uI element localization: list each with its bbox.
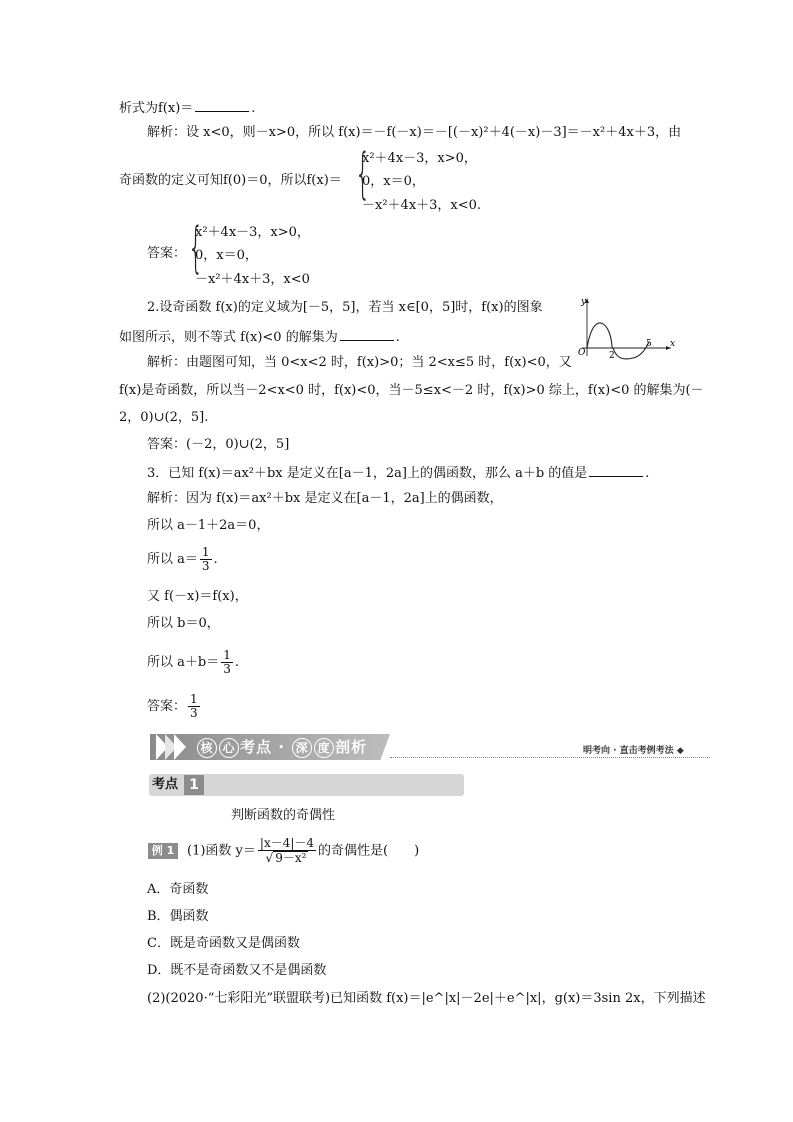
solution1-case3: －x²＋4x＋3，x<0. [362, 198, 482, 213]
example-stem [187, 837, 419, 866]
section-rule [390, 757, 710, 758]
question2-line1: 2.设奇函数 f(x)的定义域为[－5，5]，若当 x∈[0，5]时，f(x)的图象 [147, 300, 543, 315]
answer2: 答案：(－2，0)∪(2，5] [147, 437, 290, 452]
tick-2: 2 [609, 351, 615, 360]
question2-line2-text: 如图所示，则不等式 f(x)<0 的解集为 [119, 330, 338, 345]
fraction-numerator: |x－4|－4 [259, 836, 315, 850]
title-char: 度 [314, 738, 334, 758]
fraction-denominator: 3 [223, 662, 231, 676]
diamond-icon: ◆ [676, 746, 684, 756]
solution3-line6-text: 所以 a＋b＝ [147, 655, 220, 670]
solution2-line1: 解析：由题图可知，当 0<x<2 时，f(x)>0；当 2<x≤5 时，f(x)<0，又 [147, 355, 572, 370]
answer1-case3: －x²＋4x＋3，x<0 [195, 272, 310, 287]
solution3-line6 [147, 649, 239, 676]
origin-label: O [578, 348, 586, 358]
solution3-line5: 所以 b＝0， [147, 616, 220, 631]
fraction-denominator: 3 [190, 706, 198, 720]
fraction-one-third [221, 649, 233, 676]
question3-end: . [645, 466, 650, 481]
solution1-line2: 奇函数的定义可知f(0)＝0，所以f(x)＝ [119, 173, 342, 188]
title-text: 考点 · [240, 738, 292, 756]
topic-number: 1 [184, 775, 204, 795]
option-d: D．既不是奇函数又不是偶函数 [147, 963, 327, 978]
topic-title: 判断函数的奇偶性 [231, 808, 336, 823]
option-b: B．偶函数 [147, 909, 209, 924]
fraction-one-third [200, 546, 212, 573]
fraction-numerator: 1 [190, 692, 198, 706]
solution1-line1: 解析：设 x<0，则－x>0，所以 f(x)＝－f(－x)＝－[(－x)²＋4(－x)－3]＝－x²＋4x＋3，由 [147, 125, 682, 140]
solution3-line4: 又 f(－x)＝f(x)， [147, 589, 248, 604]
solution3-line3 [147, 546, 218, 573]
question1-end: . [251, 101, 256, 116]
solution3-line3-text: 所以 a＝ [147, 552, 198, 567]
question1-tail [119, 99, 255, 117]
question3-line1 [147, 464, 649, 482]
answer3-fraction [188, 693, 200, 720]
answer1-case2: 0，x＝0， [195, 248, 258, 263]
question3-text: 3．已知 f(x)＝ax²＋bx 是定义在[a－1，2a]上的偶函数，那么 a＋b 的值是 [147, 466, 588, 481]
fraction-numerator: 1 [223, 648, 231, 662]
solution1-case2: 0，x＝0， [362, 174, 425, 189]
question2-line2-end: . [395, 330, 400, 345]
answer1-case1: x²＋4x－3，x>0， [195, 225, 310, 240]
solution1-case1: x²＋4x－3，x>0， [362, 151, 477, 166]
answer-blank [340, 328, 394, 341]
tick-5: 5 [646, 339, 652, 349]
example-badge: 例 1 [148, 843, 178, 859]
answer3 [147, 693, 202, 720]
topic-label: 考点 [152, 777, 179, 792]
x-label: x [670, 339, 676, 349]
fraction-numerator: 1 [201, 545, 210, 559]
answer-blank [589, 464, 643, 477]
question2-line2 [119, 328, 400, 346]
title-char: 心 [219, 738, 239, 758]
sqrt-radicand: 9－x² [275, 851, 307, 865]
period: . [234, 655, 239, 670]
chevron-icon [174, 734, 186, 760]
answer1-brace: { [188, 216, 204, 279]
fraction-denominator: √ 9－x² [265, 851, 307, 865]
curve [587, 323, 649, 359]
function-graph [567, 294, 677, 360]
section-subtitle [583, 743, 684, 756]
example-stem-text: (1)函数 y＝ [187, 843, 256, 859]
option-c: C．既是奇函数又是偶函数 [147, 936, 300, 951]
fraction-denominator: 3 [201, 559, 210, 573]
y-label: y [581, 297, 587, 307]
title-text: 剖析 [335, 738, 368, 756]
option-a: A．奇函数 [147, 882, 209, 897]
title-char: 深 [292, 738, 312, 758]
section-subtitle-text: 明考向 · 直击考例考法 [583, 746, 674, 756]
solution3-line2: 所以 a－1＋2a＝0， [147, 518, 270, 533]
answer3-label: 答案： [147, 699, 187, 714]
solution2-line3: 2，0)∪(2，5]. [119, 410, 209, 425]
period: . [213, 552, 218, 567]
question1-text: 析式为f(x)＝ [119, 101, 194, 116]
example-stem-end: 的奇偶性是( ) [318, 843, 420, 859]
title-char: 核 [197, 738, 217, 758]
section-title [196, 737, 367, 757]
solution2-line2: f(x)是奇函数，所以当－2<x<0 时，f(x)<0，当－5≤x<－2 时，f(x)>0 综上，f(x)<0 的解集为(－ [119, 383, 704, 398]
solution1-brace: { [355, 142, 371, 205]
answer-blank [195, 99, 249, 112]
example-part2: (2)(2020·“七彩阳光”联盟联考)已知函数 f(x)＝|e^|x|－2e|＋e^|x|，g(x)＝3sin 2x，下列描述 [147, 991, 706, 1006]
example-fraction [258, 837, 316, 865]
solution3-line1: 解析：因为 f(x)＝ax²＋bx 是定义在[a－1，2a]上的偶函数， [147, 491, 503, 506]
answer1-label: 答案： [147, 246, 187, 261]
